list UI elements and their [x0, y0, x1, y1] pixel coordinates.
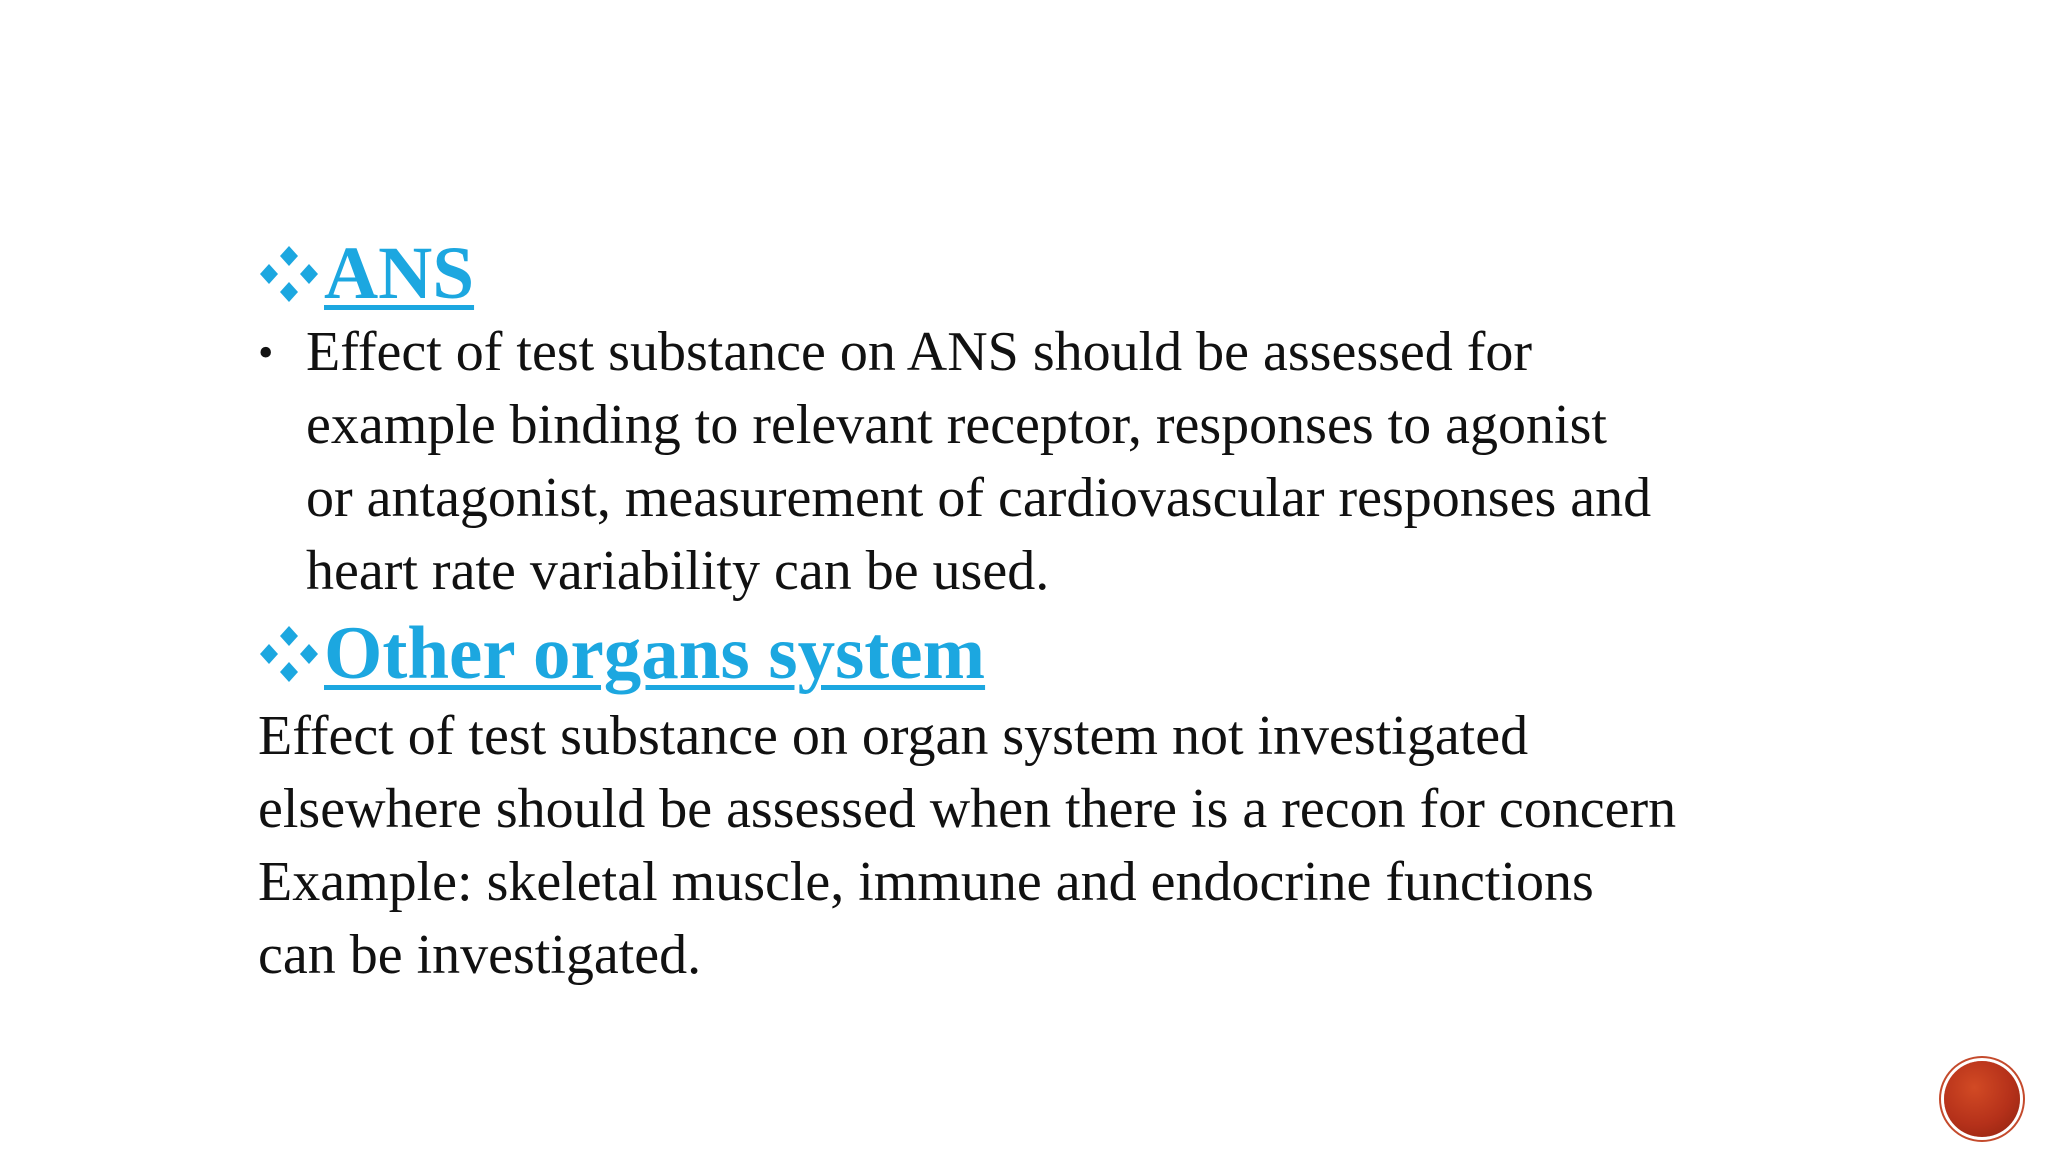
body-paragraph: Example: skeletal muscle, immune and endocrine functions can be investigated. [258, 851, 1594, 986]
body-paragraph: Effect of test substance on organ system not investigated elsewhere should be assessed when there is a recon for concern [258, 705, 1677, 840]
red-circle-icon [1944, 1061, 2020, 1137]
four-diamond-icon [258, 624, 320, 684]
slide-content [258, 228, 1698, 992]
round-bullet-icon: • [258, 328, 274, 377]
bullet-list-item [258, 316, 1698, 608]
section-heading-ans [258, 228, 1698, 320]
section-heading-other-organs [258, 608, 1698, 700]
heading-title: Other organs system [324, 612, 986, 695]
bullet-text: Effect of test substance on ANS should be assessed for example binding to relevant receptor, responses to agonist or antagonist, measurement of cardiovascular responses and heart rate variability can be used. [306, 321, 1652, 602]
four-diamond-icon [258, 244, 320, 304]
heading-title: ANS [324, 232, 475, 315]
